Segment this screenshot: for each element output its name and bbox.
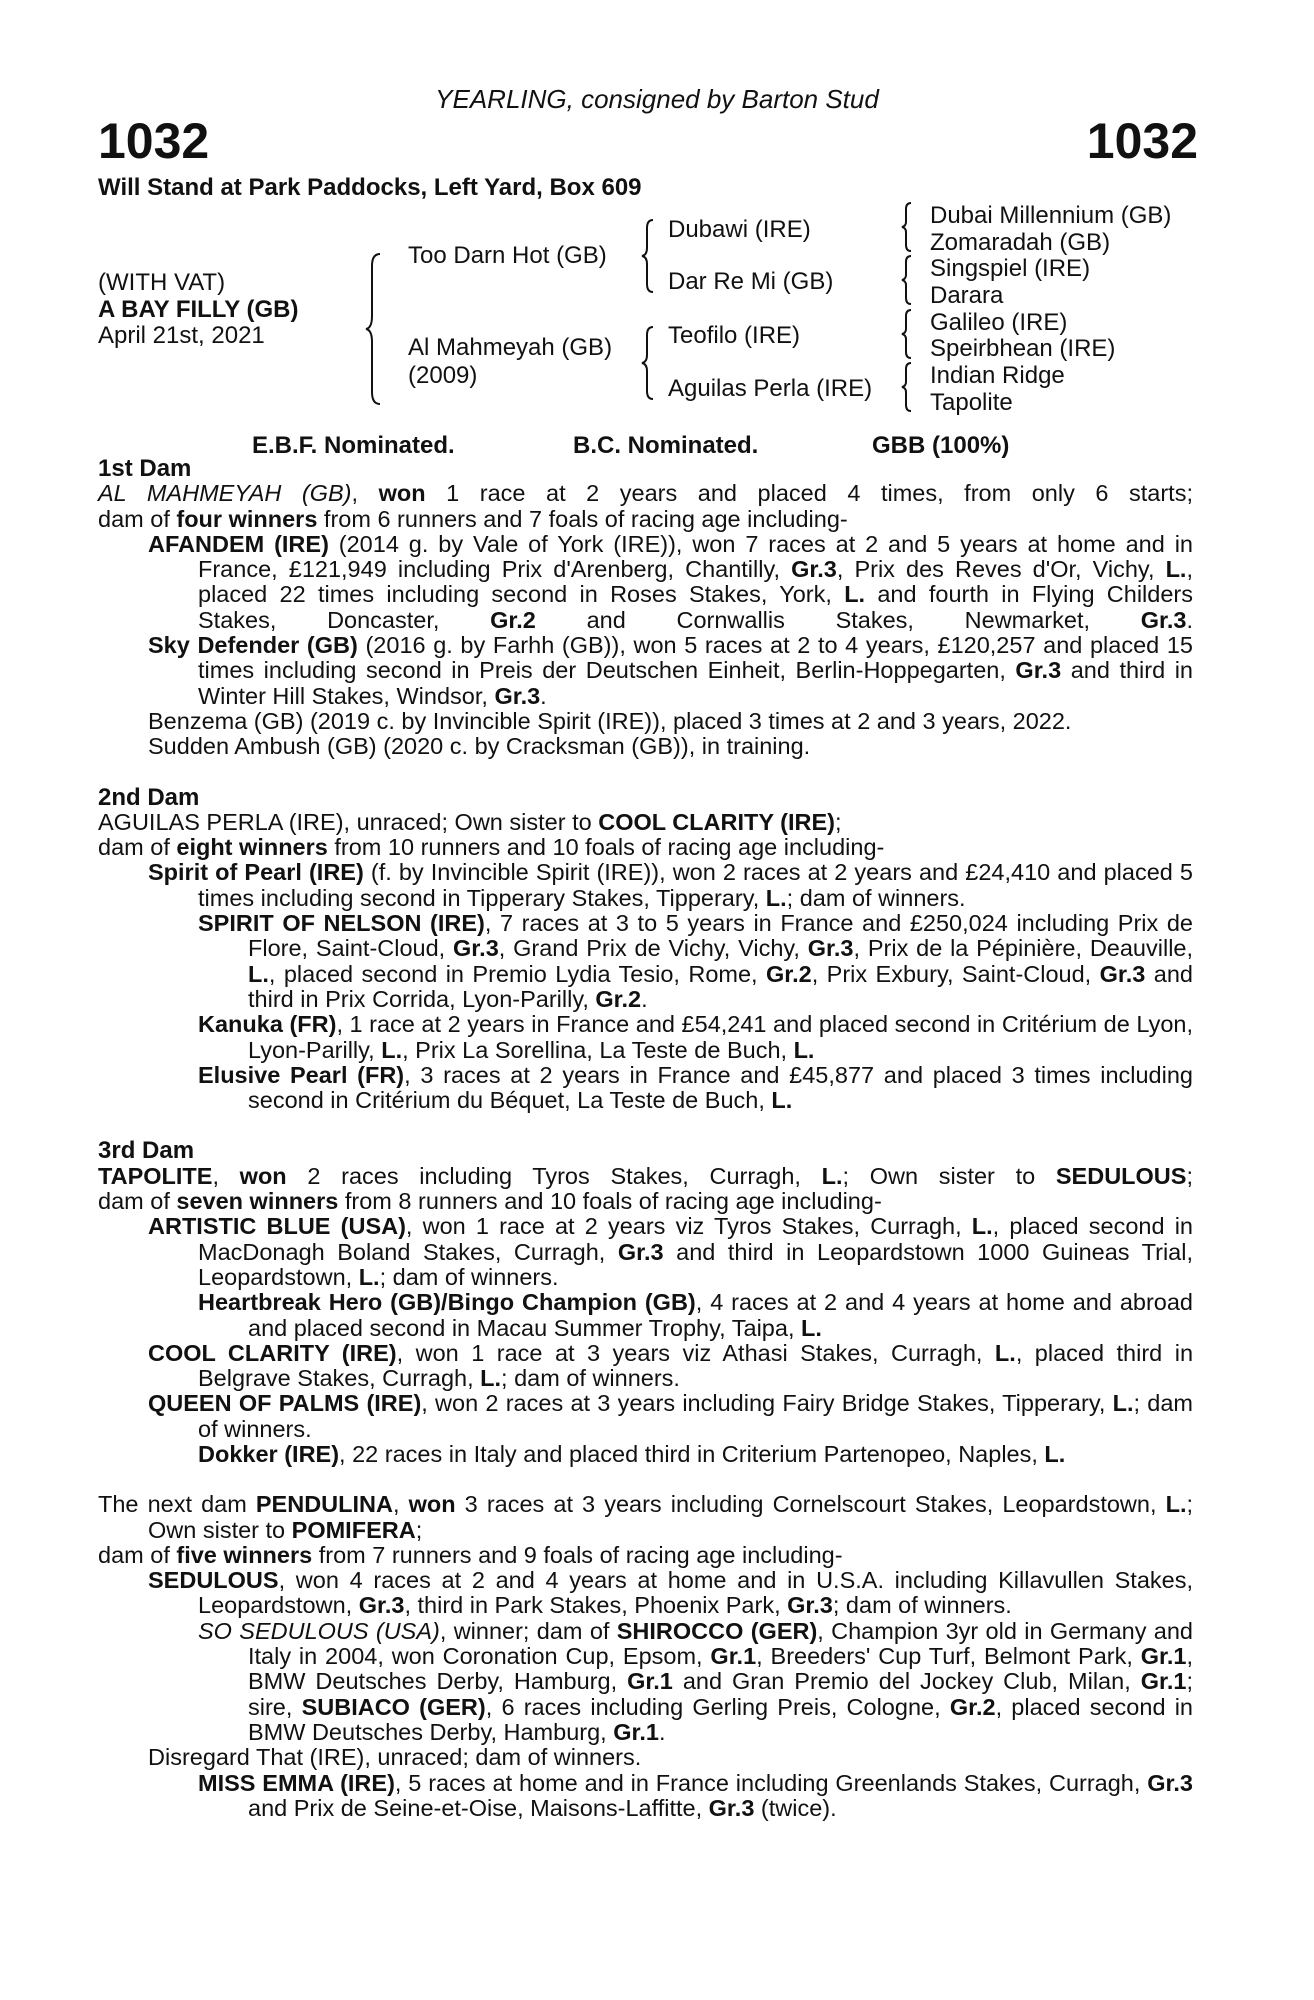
third-dam-heading: 3rd Dam xyxy=(98,1137,195,1165)
ebf-nomination: E.B.F. Nominated. xyxy=(252,432,455,459)
produce-so-sedulous: SO SEDULOUS (USA), winner; dam of SHIROCCO (GER), Champion 3yr old in Germany and Italy in 2004, won Coronation Cup, Epsom, Gr.1, Breeders' Cup Turf, Belmont Park, Gr.1, BMW Deutsches Derby, Hamburg, Gr.1 and Gran Premio del Jockey Club, Milan, Gr.1; sire, SUBIACO (GER), 6 races including Gerling Preis, Cologne, Gr.2, placed second in BMW Deutsches Derby, Hamburg, Gr.1. xyxy=(198,1617,1194,1745)
vat-note: (WITH VAT) xyxy=(98,269,226,296)
dam-sire: Teofilo (IRE) xyxy=(668,322,801,349)
produce-spirit-of-pearl: Spirit of Pearl (IRE) (f. by Invincible Spirit (IRE)), won 2 races at 2 years and £24,410 and placed 5 times including second in Tipperary Stakes, Tipperary, L.; dam of winners. xyxy=(148,859,1194,911)
gg-dam-2: Darara xyxy=(930,282,1004,309)
gbb-status: GBB (100%) xyxy=(872,432,1010,459)
sire-dam: Dar Re Mi (GB) xyxy=(668,268,834,295)
third-dam-produce-intro: dam of seven winners from 8 runners and 10 foals of racing age including- xyxy=(98,1188,882,1215)
produce-cool-clarity: COOL CLARITY (IRE), won 1 race at 3 years viz Athasi Stakes, Curragh, L., placed third in Belgrave Stakes, Curragh, L.; dam of winners. xyxy=(148,1339,1194,1392)
sire-name: Too Darn Hot (GB) xyxy=(408,242,607,269)
produce-miss-emma: MISS EMMA (IRE), 5 races at home and in France including Greenlands Stakes, Curragh, Gr.3 and Prix de Seine-et-Oise, Maisons-Laffitte, Gr.3 (twice). xyxy=(198,1769,1193,1821)
first-dam-para: AL MAHMEYAH (GB), won 1 race at 2 years and placed 4 times, from only 6 starts; xyxy=(98,480,1193,507)
pedigree-brace-dam xyxy=(640,325,656,401)
pedigree-brace-dd xyxy=(900,361,914,413)
sire-sire: Dubawi (IRE) xyxy=(668,216,811,243)
next-dam-para: The next dam PENDULINA, won 3 races at 3 years including Cornelscourt Stakes, Leopardstown, L.; Own sister to POMIFERA; xyxy=(98,1491,1194,1543)
next-dam-produce-intro: dam of five winners from 7 runners and 9 foals of racing age including- xyxy=(98,1541,843,1568)
lot-number-left: 1032 xyxy=(98,113,210,169)
produce-disregard-that: Disregard That (IRE), unraced; dam of winners. xyxy=(148,1744,642,1771)
dam-name: Al Mahmeyah (GB) xyxy=(408,334,613,361)
gg-sire-1: Dubai Millennium (GB) xyxy=(930,202,1172,229)
gg-dam-1: Zomaradah (GB) xyxy=(930,229,1111,256)
second-dam-para: AGUILAS PERLA (IRE), unraced; Own sister to COOL CLARITY (IRE); xyxy=(98,808,842,835)
bc-nomination: B.C. Nominated. xyxy=(573,432,759,459)
dam-dam: Aguilas Perla (IRE) xyxy=(668,375,873,402)
produce-elusive-pearl: Elusive Pearl (FR), 3 races at 2 years in France and £45,877 and placed 3 times including second in Critérium du Béquet, La Teste de Buch, L. xyxy=(198,1061,1193,1114)
gg-sire-3: Galileo (IRE) xyxy=(930,309,1068,336)
pedigree-brace-sd xyxy=(900,254,914,306)
pedigree-brace-sire xyxy=(640,218,656,294)
produce-heartbreak-hero: Heartbreak Hero (GB)/Bingo Champion (GB), 4 races at 2 and 4 years at home and abroad and placed second in Macau Summer Trophy, Taipa, L. xyxy=(198,1289,1193,1341)
second-dam-heading: 2nd Dam xyxy=(98,783,200,811)
produce-sudden-ambush: Sudden Ambush (GB) (2020 c. by Cracksman (GB)), in training. xyxy=(148,733,811,760)
produce-sky-defender: Sky Defender (GB) (2016 g. by Farhh (GB)), won 5 races at 2 to 4 years, £120,257 and placed 15 times including second in Preis der Deutschen Einheit, Berlin-Hoppegarten, Gr.3 and third in Winter Hill Stakes, Windsor, Gr.3. xyxy=(148,632,1194,709)
produce-kanuka: Kanuka (FR), 1 race at 2 years in France and £54,241 and placed second in Critérium de Lyon, Lyon-Parilly, L., Prix La Sorellina, La Teste de Buch, L. xyxy=(198,1011,1193,1063)
stand-location: Will Stand at Park Paddocks, Left Yard, Box 609 xyxy=(98,174,642,201)
foaling-date: April 21st, 2021 xyxy=(98,322,265,349)
gg-sire-4: Indian Ridge xyxy=(930,362,1065,389)
pedigree-brace-ds xyxy=(900,308,914,360)
produce-benzema: Benzema (GB) (2019 c. by Invincible Spirit (IRE)), placed 3 times at 2 and 3 years, 2022. xyxy=(148,707,1072,734)
produce-dokker: Dokker (IRE), 22 races in Italy and placed third in Criterium Partenopeo, Naples, L. xyxy=(198,1440,1066,1467)
gg-sire-2: Singspiel (IRE) xyxy=(930,255,1091,282)
second-dam-produce-intro: dam of eight winners from 10 runners and 10 foals of racing age including- xyxy=(98,834,885,861)
pedigree-brace-main xyxy=(364,252,384,406)
dam-year: (2009) xyxy=(408,362,478,389)
catalogue-body xyxy=(98,456,1193,1821)
first-dam-heading: 1st Dam xyxy=(98,455,192,482)
produce-queen-of-palms: QUEEN OF PALMS (IRE), won 2 races at 3 years including Fairy Bridge Stakes, Tipperary, L.; dam of winners. xyxy=(148,1390,1193,1442)
third-dam-para: TAPOLITE, won 2 races including Tyros Stakes, Curragh, L.; Own sister to SEDULOUS; xyxy=(98,1162,1193,1189)
produce-artistic-blue: ARTISTIC BLUE (USA), won 1 race at 2 years viz Tyros Stakes, Curragh, L., placed second in MacDonagh Boland Stakes, Curragh, Gr.3 and third in Leopardstown 1000 Guineas Trial, Leopardstown, L.; dam of winners. xyxy=(148,1213,1193,1290)
lot-number-right: 1032 xyxy=(1086,113,1198,169)
lot-description: A BAY FILLY (GB) xyxy=(98,296,299,323)
gg-dam-3: Speirbhean (IRE) xyxy=(930,335,1116,362)
produce-sedulous: SEDULOUS, won 4 races at 2 and 4 years at home and in U.S.A. including Killavullen Stakes, Leopardstown, Gr.3, third in Park Stakes, Phoenix Park, Gr.3; dam of winners. xyxy=(148,1567,1193,1619)
first-dam-produce-intro: dam of four winners from 6 runners and 7 foals of racing age including- xyxy=(98,505,848,532)
pedigree-brace-ss xyxy=(900,201,914,253)
produce-afandem: AFANDEM (IRE) (2014 g. by Vale of York (IRE)), won 7 races at 2 and 5 years at home and in France, £121,949 including Prix d'Arenberg, Chantilly, Gr.3, Prix des Reves d'Or, Vichy, L., placed 22 times including second in Roses Stakes, York, L. and fourth in Flying Childers Stakes, Doncaster, Gr.2 and Cornwallis Stakes, Newmarket, Gr.3. xyxy=(148,530,1193,633)
gg-dam-4: Tapolite xyxy=(930,389,1013,416)
produce-spirit-of-nelson: SPIRIT OF NELSON (IRE), 7 races at 3 to 5 years in France and £250,024 including Prix de Flore, Saint-Cloud, Gr.3, Grand Prix de Vichy, Vichy, Gr.3, Prix de la Pépinière, Deauville, L., placed second in Premio Lydia Tesio, Rome, Gr.2, Prix Exbury, Saint-Cloud, Gr.3 and third in Prix Corrida, Lyon-Parilly, Gr.2. xyxy=(198,910,1194,1012)
consignor-line: YEARLING, consigned by Barton Stud xyxy=(435,84,879,114)
